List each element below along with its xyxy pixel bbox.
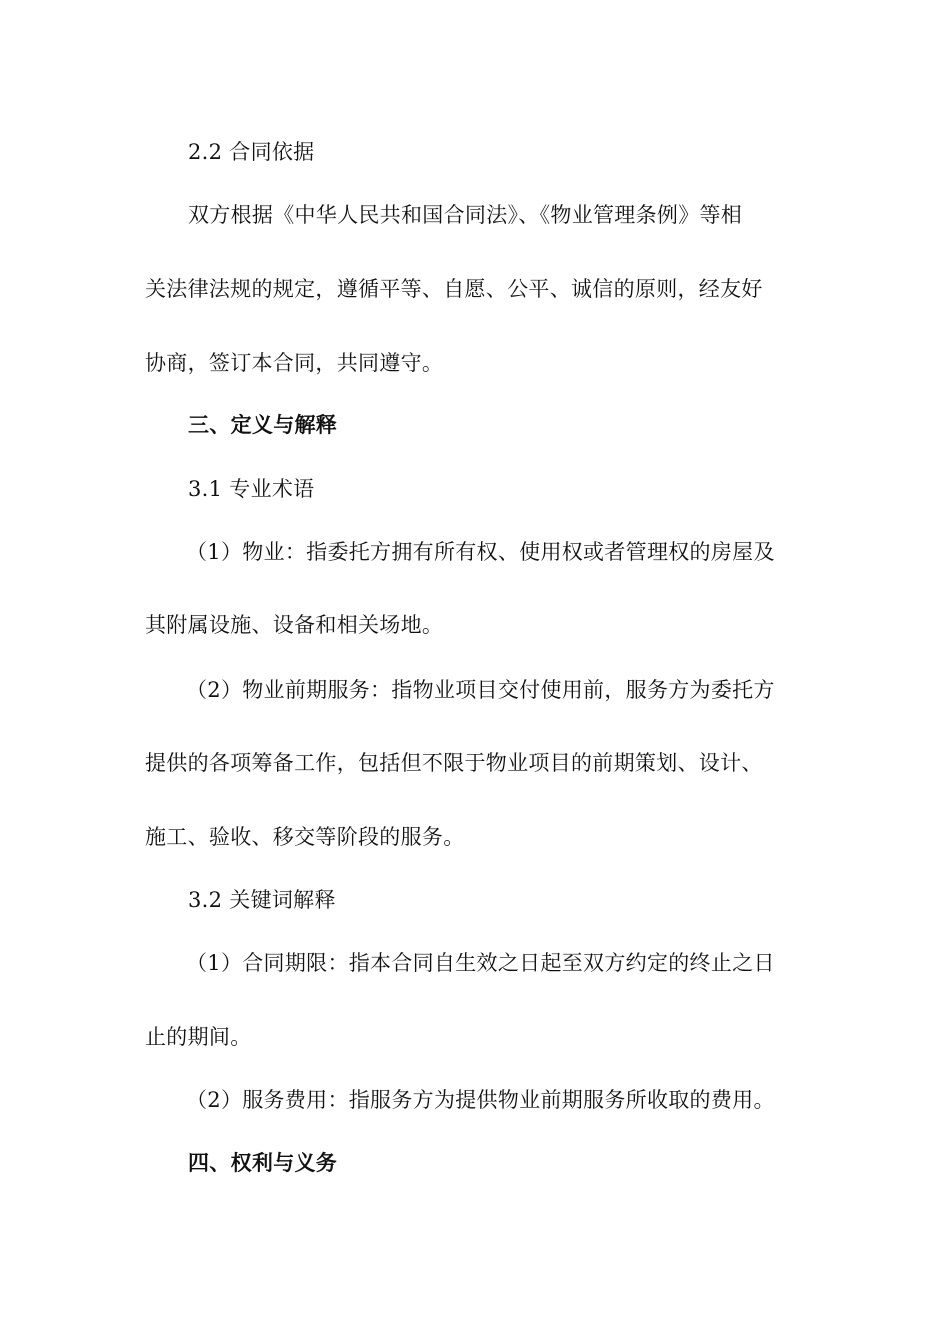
section-heading-3-2: 3.2 关键词解释 xyxy=(188,888,336,912)
paragraph-line: 其附属设施、设备和相关场地。 xyxy=(145,613,444,637)
paragraph-line: 施工、验收、移交等阶段的服务。 xyxy=(145,825,465,849)
paragraph-line: 关法律法规的规定，遵循平等、自愿、公平、诚信的原则，经友好 xyxy=(145,277,763,301)
paragraph-line: 双方根据《中华人民共和国合同法》、《物业管理条例》等相 xyxy=(188,203,743,227)
chapter-heading-4: 四、权利与义务 xyxy=(188,1150,338,1175)
section-heading-3-1: 3.1 专业术语 xyxy=(188,477,315,501)
paragraph-line: 协商，签订本合同，共同遵守。 xyxy=(145,351,444,375)
paragraph-line: 提供的各项筹备工作，包括但不限于物业项目的前期策划、设计、 xyxy=(145,751,763,775)
paragraph-line: （2）服务费用：指服务方为提供物业前期服务所收取的费用。 xyxy=(186,1088,775,1112)
paragraph-line: （2）物业前期服务：指物业项目交付使用前，服务方为委托方 xyxy=(186,678,775,702)
chapter-heading-3: 三、定义与解释 xyxy=(188,412,338,437)
paragraph-line: 止的期间。 xyxy=(145,1025,252,1049)
section-heading-2-2: 2.2 合同依据 xyxy=(188,140,315,164)
paragraph-line: （1）物业：指委托方拥有所有权、使用权或者管理权的房屋及 xyxy=(186,540,775,564)
paragraph-line: （1）合同期限：指本合同自生效之日起至双方约定的终止之日 xyxy=(186,951,775,975)
